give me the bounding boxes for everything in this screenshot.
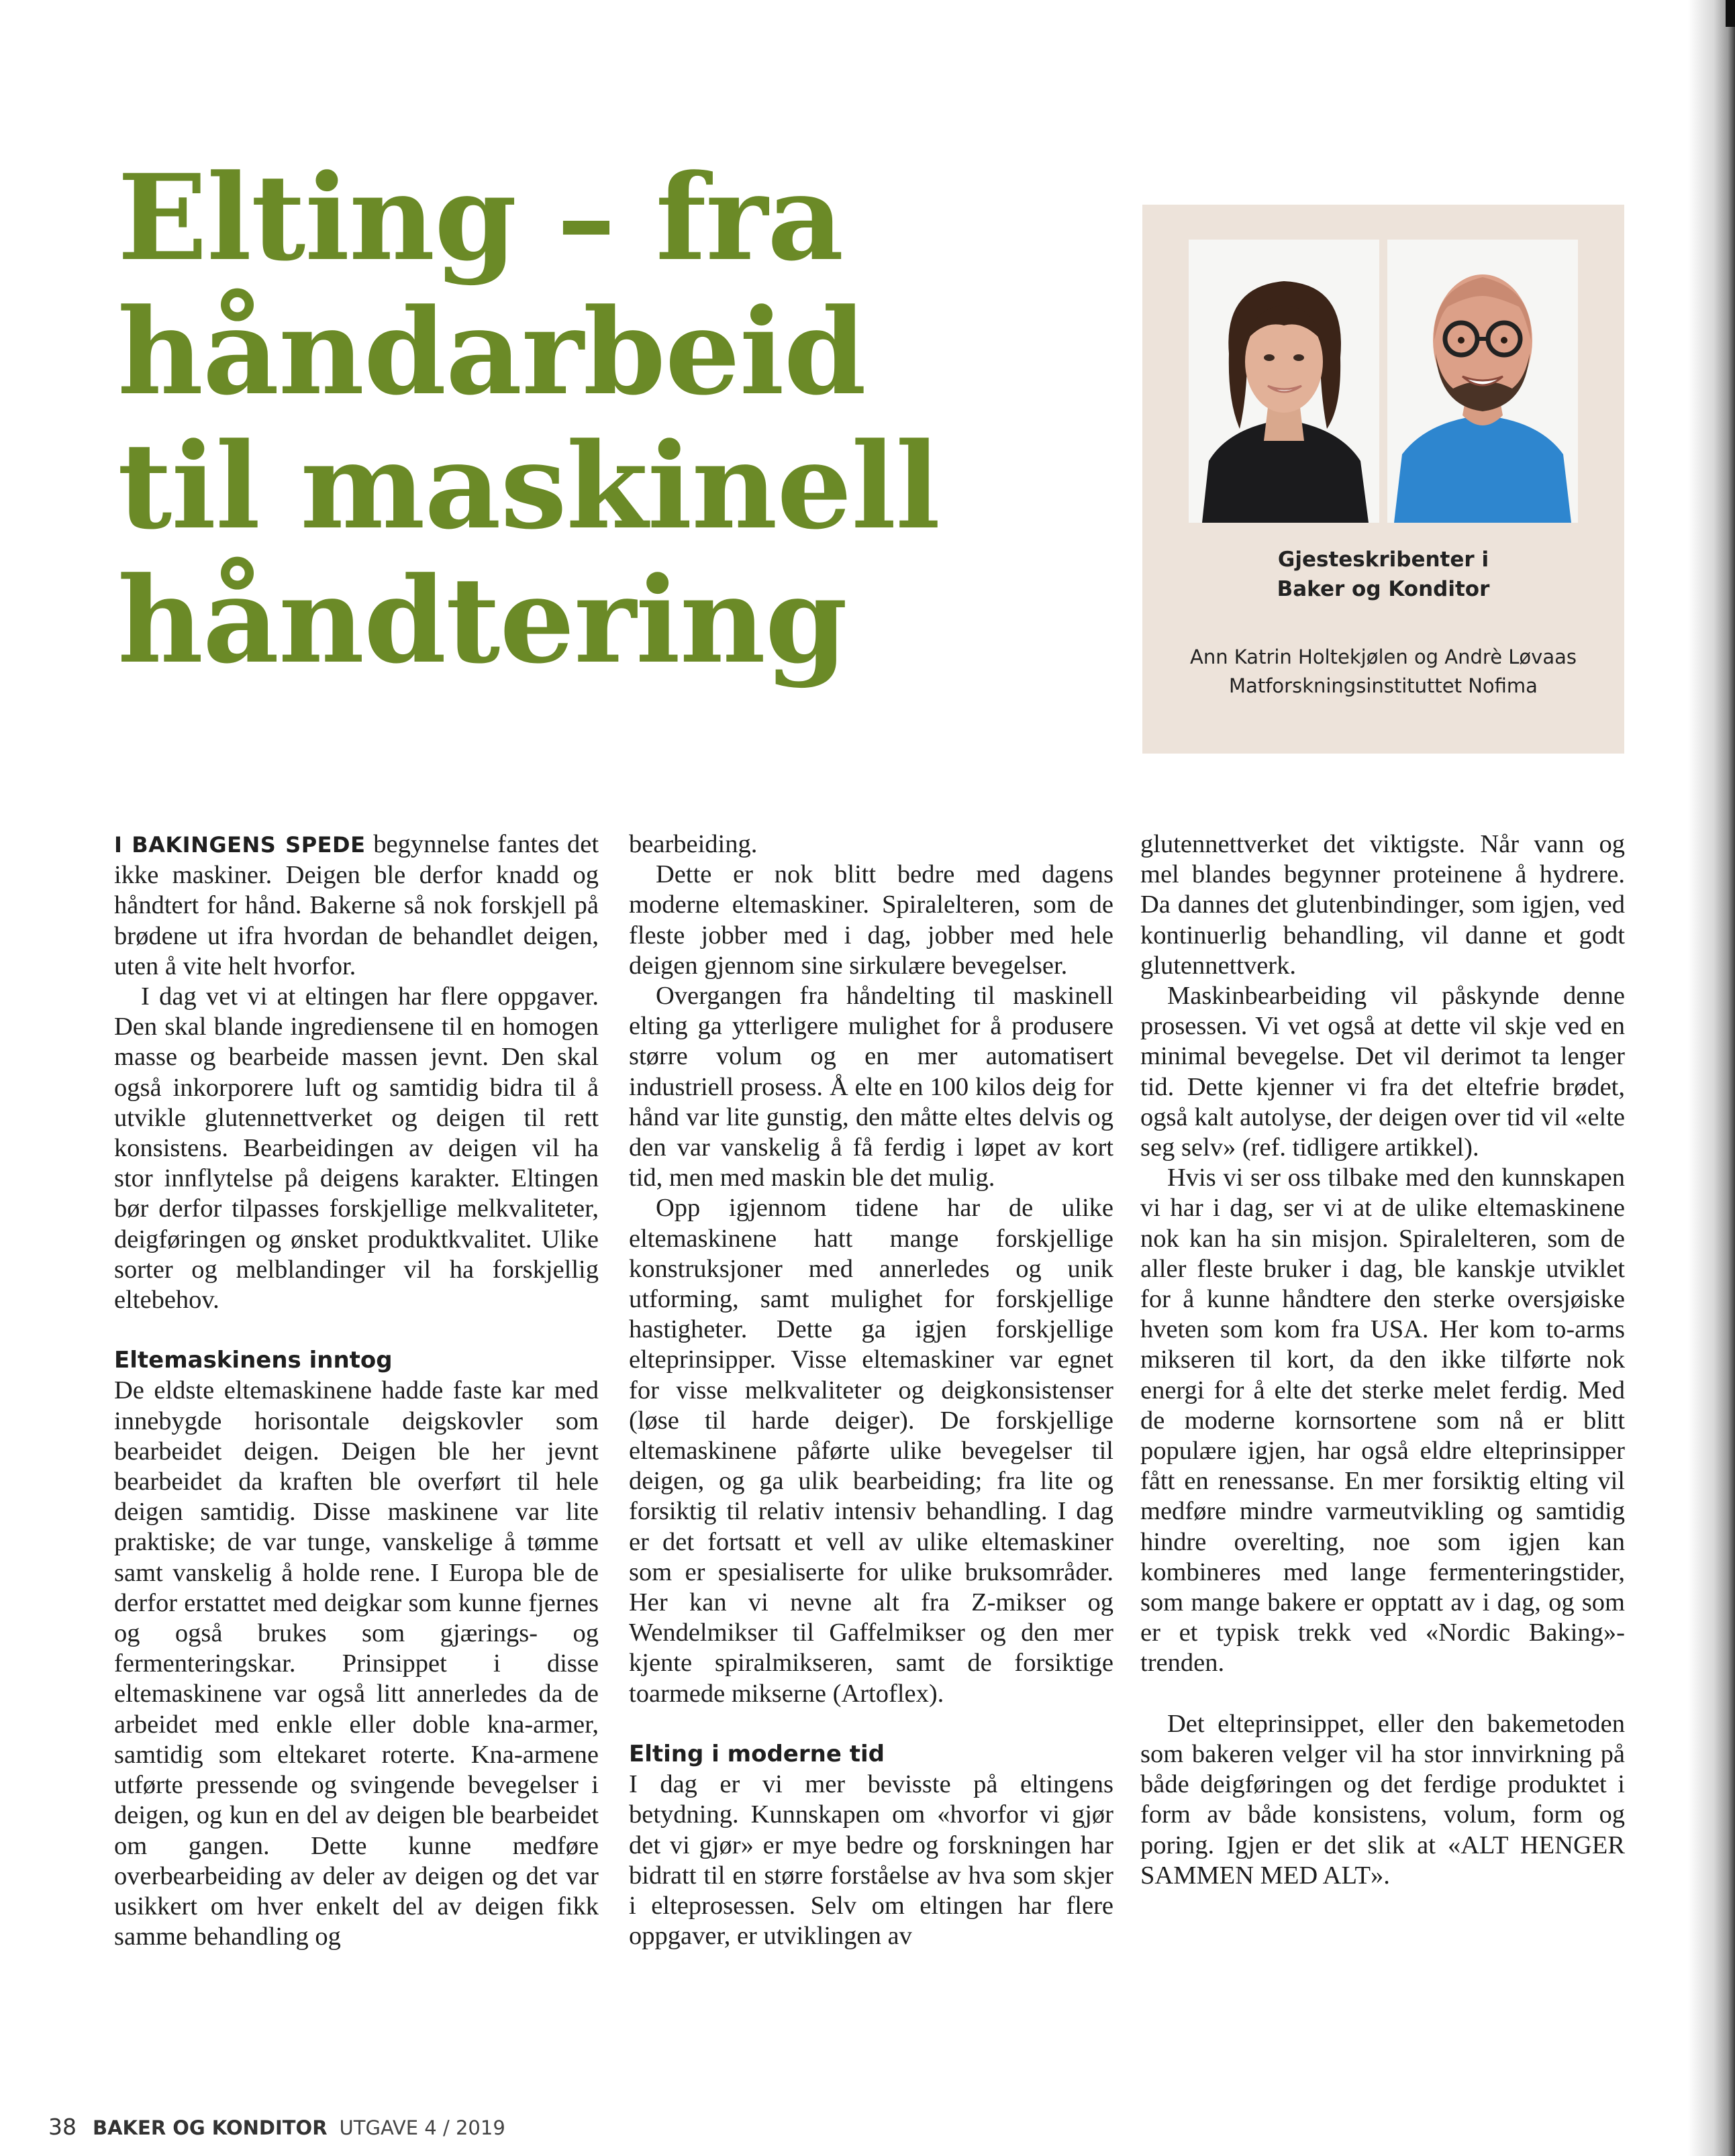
body-paragraph: Dette er nok blitt bedre med dagens moderne eltemaskiner. Spiralelteren, som de fleste jobber med i dag, jobber med hele deigen gjennom sine sirkulære bevegelser. xyxy=(629,860,1113,980)
body-paragraph: I dag vet vi at eltingen har flere oppgaver. Den skal blande ingrediensene til en homogen masse og bearbeide massen jevnt. Den skal også inkorporere luft og samtidig bidra til å utvikle glutennettverket og deigen til rett konsistens. Bearbeidingen av deigen vil ha stor innflytelse på deigens karakter. Eltingen bør derfor tilpasses forskjellige melkvaliteter, deigføringen og ønsket produktkvalitet. Ulike sorter og melblandinger vil ha forskjellig eltebehov. xyxy=(114,982,599,1315)
portrait-man-icon xyxy=(1387,240,1578,523)
body-paragraph: Opp igjennom tidene har de ulike eltemaskinene hatt mange forskjellige konstruksjoner med annerledes og unik utforming, samt mulighet for forskjellige hastigheter. Dette ga igjen forskjellige elteprinsipper. Visse eltemaskiner var egnet for visse melkvaliteter og deigkonsistenser (løse til harde deiger). De forskjellige eltemaskinene påførte ulike bevegelser til deigen, og ga ulik bearbeiding; fra lite og forsiktig til relativ intensiv behandling. I dag er det fortsatt et vell av ulike eltemaskiner som er spesialiserte for ulike bruksområder. Her kan vi nevne alt fra Z-mikser og Wendelmikser til Gaffelmikser og den mer kjente spiralmikseren, samt de forsiktige toarmede mikserne (Artoflex). xyxy=(629,1194,1113,1708)
guest-writers-heading xyxy=(1142,545,1624,604)
section-heading: Elting i moderne tid xyxy=(629,1740,885,1767)
page-edge xyxy=(1726,0,1735,27)
body-paragraph: Overgangen fra håndelting til maskinell elting ga ytterligere mulighet for å produsere større volum og en mer automatisert industriell prosess. Å elte en 100 kilos deig for hånd var lite gunstig, den måtte eltes delvis og den var vanskelig å få ferdig i løpet av kort tid, men med maskin ble det mulig. xyxy=(629,982,1113,1192)
title-line: Elting – fra xyxy=(117,148,844,287)
guest-heading-line: Gjesteskribenter i xyxy=(1277,548,1489,572)
guest-names-line: Ann Katrin Holtekjølen og Andrè Løvaas xyxy=(1189,646,1577,668)
intro-text: begynnelse fantes det ikke maskiner. Deigen ble derfor knadd og håndtert for hånd. Bakerne så nok forskjell på brødene ut ifra hvordan de behandlet deigen, uten å vite helt hvorfor. xyxy=(114,830,599,980)
page-footer xyxy=(48,2114,505,2140)
guest-affiliation-line: Matforskningsinstituttet Nofima xyxy=(1229,674,1538,697)
article-column-2 xyxy=(629,829,1113,1951)
article-column-1 xyxy=(114,829,599,1952)
guest-heading-line: Baker og Konditor xyxy=(1277,577,1490,601)
page-number: 38 xyxy=(48,2114,77,2140)
body-paragraph-continued: bearbeiding. xyxy=(629,830,758,858)
closing-paragraph: Det elteprinsippet, eller den bakemetoden som bakeren velger vil ha stor innvirkning på både deigføringen og det ferdige produktet i form av både konsistens, volum, form og poring. Igjen er det slik at «ALT HENGER SAMMEN MED ALT». xyxy=(1140,1709,1625,1890)
intro-paragraph xyxy=(114,829,599,982)
title-line: håndtering xyxy=(117,551,847,690)
portrait-woman-icon xyxy=(1189,240,1379,523)
issue-label: UTGAVE 4 / 2019 xyxy=(339,2116,505,2139)
title-line: håndarbeid xyxy=(117,283,866,421)
body-paragraph: De eldste eltemaskinene hadde faste kar med innebygde horisontale deigskovler som bearbeidet deigen. Deigen ble her jevnt bearbeidet da kraften ble overført til hele deigen samtidig. Disse maskinene var lite praktiske; de var tunge, vanskelige å tømme samt vanskelig å holde rene. I Europa ble de derfor erstattet med deigkar som kunne fjernes og også brukes som gjærings- og fermenteringskar. Prinsippet i disse eltemaskinene var også litt annerledes da de arbeidet med enkle eller doble kna-armer, samtidig som eltekaret roterte. Kna-armene utførte pressende og svingende bevegelser i deigen, og kun en del av deigen ble bearbeidet om gangen. Dette kunne medføre overbearbeiding av deler av deigen og det var usikkert om hver enkelt del av deigen fikk samme behandling og xyxy=(114,1376,599,1951)
body-paragraph-continued: glutennettverket det viktigste. Når vann og mel blandes begynner proteinene å hydrere. Da dannes det glutenbindinger, som igjen, ved kontinuerlig behandling, vil danne et godt glutennettverk. xyxy=(1140,830,1625,980)
guest-writers-names xyxy=(1142,643,1624,701)
author-photo-andre xyxy=(1387,240,1578,523)
body-paragraph: Maskinbearbeiding vil påskynde denne prosessen. Vi vet også at dette vil skje ved en minimal bevegelse. Det vil derimot ta lenger tid. Dette kjenner vi fra det eltefrie brødet, også kalt autolyse, der deigen over tid vil «elte seg selv» (ref. tidligere artikkel). xyxy=(1140,982,1625,1162)
magazine-name: BAKER OG KONDITOR xyxy=(93,2116,328,2139)
title-line: til maskinell xyxy=(117,417,940,556)
lead-in: I BAKINGENS SPEDE xyxy=(114,832,366,858)
page-gutter-shadow xyxy=(1688,0,1735,2156)
guest-writers-box xyxy=(1142,205,1624,754)
body-paragraph: I dag er vi mer bevisste på eltingens betydning. Kunnskapen om «hvorfor vi gjør det vi gjør» er mye bedre og forskningen har bidratt til en større forståelse av hva som skjer i elteprosessen. Selv om eltingen har flere oppgaver, er utviklingen av xyxy=(629,1770,1113,1951)
author-photo-ann-katrin xyxy=(1189,240,1379,523)
body-paragraph: Hvis vi ser oss tilbake med den kunnskapen vi har i dag, ser vi at de ulike eltemaskinene nok kan ha sin misjon. Spiralelteren, som de aller fleste bruker i dag, ble kanskje utviklet for å kunne håndtere den sterke oversjøiske hveten som kom fra USA. Her kom to-arms mikseren til kort, da den ikke tilførte nok energi for å elte det sterke melet ferdig. Med de moderne kornsortene som nå er blitt populære igjen, har også eldre elteprinsipper fått en renessanse. En mer forsiktig elting vil medføre mindre varmeutvikling og samtidig hindre overelting, noe som igjen kan kombineres med lange fermenteringstider, som mange bakere er opptatt av i dag, og som er et typisk trekk ved «Nordic Baking»-trenden. xyxy=(1140,1164,1625,1678)
section-heading: Eltemaskinens inntog xyxy=(114,1347,393,1374)
article-title xyxy=(117,148,990,690)
article-column-3 xyxy=(1140,829,1625,1891)
